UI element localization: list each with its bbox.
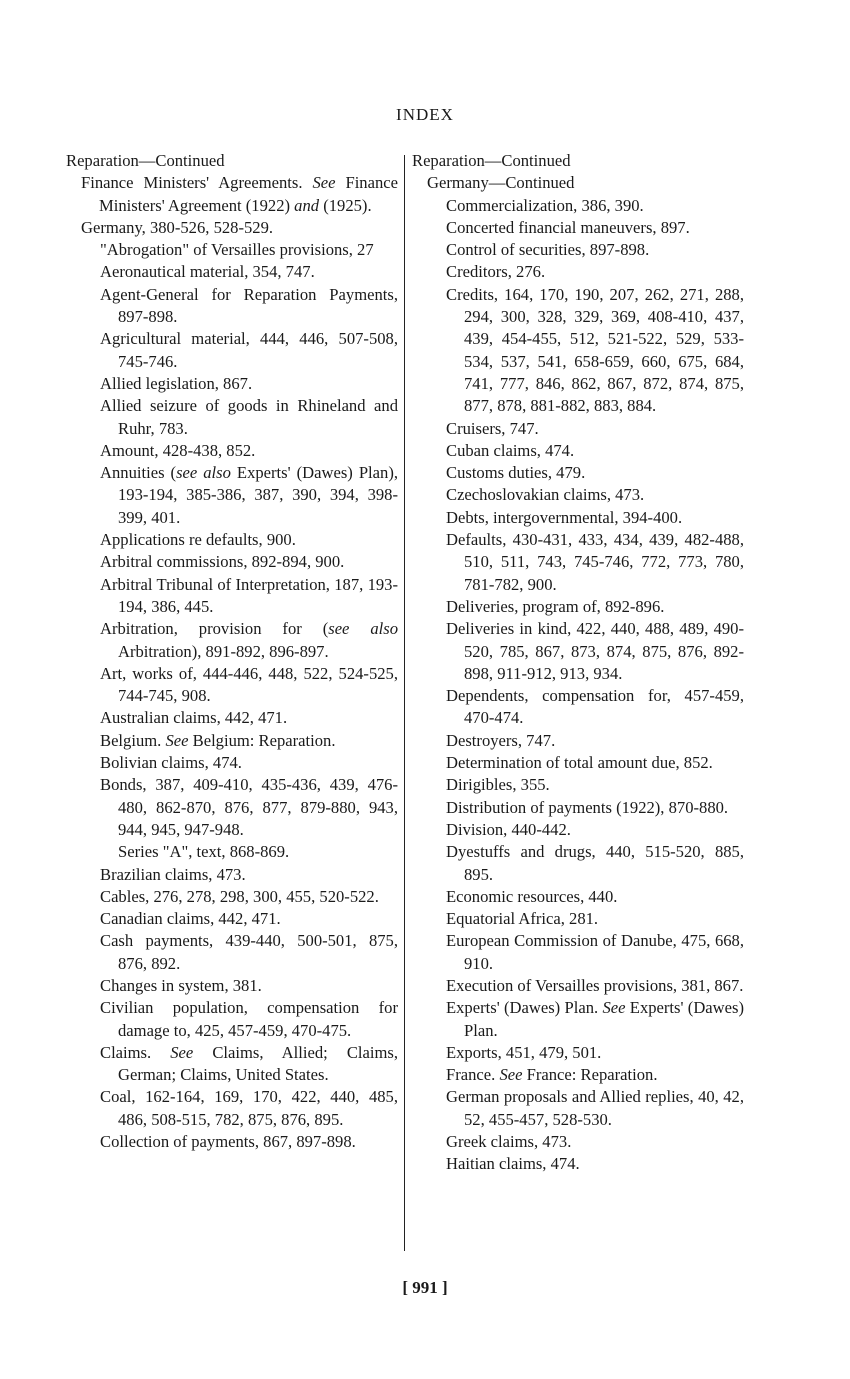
index-entry: Debts, intergovernmental, 394-400. (446, 507, 683, 527)
index-entry: Agent-General for Reparation Payments, 897-898. (100, 284, 398, 327)
index-entry: Experts' (Dawes) Plan. See Experts' (Dawes) Plan. (446, 998, 745, 1040)
index-entry: Dyestuffs and drugs, 440, 515-520, 885, 895. (446, 842, 744, 884)
index-entry: Brazilian claims, 473. (100, 864, 246, 884)
index-entry: Czechoslovakian claims, 473. (446, 485, 645, 505)
index-entry: Greek claims, 473. (446, 1132, 572, 1152)
index-entry: Civilian population, compensation for damage to, 425, 457-459, 470-475. (100, 998, 398, 1040)
index-entry: Cruisers, 747. (446, 418, 539, 438)
index-entry: Allied seizure of goods in Rhineland and Ruhr, 783. (100, 396, 398, 438)
right-column (412, 150, 744, 1176)
index-entry: Collection of payments, 867, 897-898. (100, 1132, 356, 1152)
index-entry: Commercialization, 386, 390. (446, 195, 644, 215)
index-entry: Control of securities, 897-898. (446, 240, 650, 260)
index-entry: Australian claims, 442, 471. (100, 708, 288, 728)
index-entry: Deliveries in kind, 422, 440, 488, 489, 490-520, 785, 867, 873, 874, 875, 876, 892-898, 911-912, 913, 934. (446, 619, 744, 683)
index-entry: Belgium. See Belgium: Reparation. (100, 730, 336, 750)
index-entry: Dirigibles, 355. (446, 775, 550, 795)
index-entry: Determination of total amount due, 852. (446, 753, 713, 773)
index-entry: "Abrogation" of Versailles provisions, 27 (100, 240, 374, 260)
index-entry: Aeronautical material, 354, 747. (100, 262, 315, 282)
index-entry: Credits, 164, 170, 190, 207, 262, 271, 288, 294, 300, 328, 329, 369, 408-410, 437, 439, 454-455, 512, 521-522, 529, 533-534, 537, 541, 658-659, 660, 675, 684, 741, 777, 846, 862, 867, 872, 874, 875, 877, 878, 881-882, 883, 884. (446, 284, 744, 416)
index-entry: Defaults, 430-431, 433, 434, 439, 482-488, 510, 511, 743, 745-746, 772, 773, 780, 781-782, 900. (446, 530, 744, 594)
index-entry: Reparation—Continued (412, 151, 571, 170)
index-entry: Customs duties, 479. (446, 463, 586, 483)
index-entry: Reparation—Continued (66, 151, 225, 170)
index-entry: Creditors, 276. (446, 262, 546, 282)
index-entry: Amount, 428-438, 852. (100, 440, 256, 460)
index-entry: Deliveries, program of, 892-896. (446, 596, 665, 616)
index-entry: Annuities (see also Experts' (Dawes) Plan), 193-194, 385-386, 387, 390, 394, 398-399, 401. (100, 463, 398, 527)
index-entry: German proposals and Allied replies, 40, 42, 52, 455-457, 528-530. (446, 1087, 744, 1129)
page-title: INDEX (396, 105, 454, 124)
index-entry: Series "A", text, 868-869. (118, 842, 290, 862)
index-entry: Agricultural material, 444, 446, 507-508, 745-746. (100, 329, 398, 371)
index-entry: Arbitral commissions, 892-894, 900. (100, 552, 345, 572)
index-entry: Germany—Continued (427, 173, 575, 193)
index-entry: Allied legislation, 867. (100, 373, 253, 393)
index-entry: Claims. See Claims, Allied; Claims, German; Claims, United States. (100, 1042, 398, 1085)
index-entry: European Commission of Danube, 475, 668, 910. (446, 931, 744, 973)
index-entry: Arbitral Tribunal of Interpretation, 187, 193-194, 386, 445. (100, 574, 398, 616)
index-entry: Changes in system, 381. (100, 975, 262, 995)
index-entry: Division, 440-442. (446, 819, 571, 839)
index-entry: Applications re defaults, 900. (100, 530, 296, 550)
index-entry: Art, works of, 444-446, 448, 522, 524-525, 744-745, 908. (100, 663, 398, 706)
index-entry: Canadian claims, 442, 471. (100, 909, 281, 929)
index-entry: Economic resources, 440. (446, 886, 618, 906)
index-entry: Bonds, 387, 409-410, 435-436, 439, 476-480, 862-870, 876, 877, 879-880, 943, 944, 945, 947-948. (100, 775, 398, 839)
index-entry: Arbitration, provision for (see also Arbitration), 891-892, 896-897. (100, 619, 399, 661)
page-number: [ 991 ] (402, 1278, 448, 1297)
index-entry: Exports, 451, 479, 501. (446, 1042, 602, 1062)
column-divider (404, 155, 405, 1251)
index-entry: Dependents, compensation for, 457-459, 470-474. (446, 686, 744, 728)
index-entry: Distribution of payments (1922), 870-880. (446, 797, 729, 817)
index-entry: Concerted financial maneuvers, 897. (446, 217, 690, 237)
index-entry: Execution of Versailles provisions, 381, 867. (446, 975, 744, 995)
index-entry: Coal, 162-164, 169, 170, 422, 440, 485, 486, 508-515, 782, 875, 876, 895. (100, 1087, 398, 1129)
index-entry: Destroyers, 747. (446, 730, 556, 750)
index-entry: Cables, 276, 278, 298, 300, 455, 520-522. (100, 886, 379, 906)
left-column (66, 150, 398, 1153)
index-entry: Cuban claims, 474. (446, 440, 575, 460)
index-entry: Haitian claims, 474. (446, 1154, 580, 1174)
index-entry: Equatorial Africa, 281. (446, 909, 599, 929)
index-entry: Finance Ministers' Agreements. See Finance Ministers' Agreement (1922) and (1925). (81, 173, 398, 215)
index-entry: France. See France: Reparation. (446, 1065, 658, 1085)
index-entry: Cash payments, 439-440, 500-501, 875, 876, 892. (100, 931, 398, 973)
index-entry: Germany, 380-526, 528-529. (81, 217, 274, 237)
index-entry: Bolivian claims, 474. (100, 753, 242, 773)
